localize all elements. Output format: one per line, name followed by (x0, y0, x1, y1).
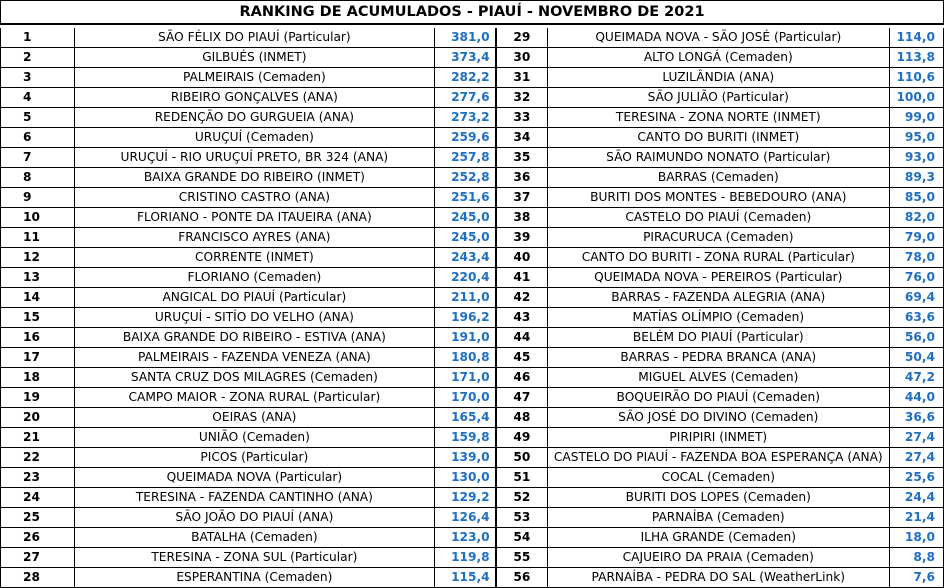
station-name-cell: BOQUEIRÃO DO PIAUÍ (Cemaden) (548, 388, 890, 408)
table-row (1, 308, 944, 328)
rank-cell: 29 (496, 28, 548, 48)
rainfall-value-cell: 170,0 (435, 388, 496, 408)
rank-cell: 23 (1, 468, 75, 488)
table-row (1, 468, 944, 488)
rank-cell: 35 (496, 148, 548, 168)
table-row (1, 408, 944, 428)
rank-cell: 4 (1, 88, 75, 108)
table-row (1, 568, 944, 588)
station-name-cell: PALMEIRAIS - FAZENDA VENEZA (ANA) (74, 348, 435, 368)
rank-cell: 1 (1, 28, 75, 48)
station-name-cell: SÃO JULIÃO (Particular) (548, 88, 890, 108)
station-name-cell: PICOS (Particular) (74, 448, 435, 468)
table-row (1, 328, 944, 348)
rainfall-value-cell: 123,0 (435, 528, 496, 548)
table-row (1, 248, 944, 268)
rank-cell: 34 (496, 128, 548, 148)
station-name-cell: SÃO FÉLIX DO PIAUÍ (Particular) (74, 28, 435, 48)
rank-cell: 26 (1, 528, 75, 548)
station-name-cell: ESPERANTINA (Cemaden) (74, 568, 435, 588)
rainfall-value-cell: 180,8 (435, 348, 496, 368)
rainfall-value-cell: 18,0 (889, 528, 943, 548)
rank-cell: 39 (496, 228, 548, 248)
rank-cell: 19 (1, 388, 75, 408)
rainfall-value-cell: 259,6 (435, 128, 496, 148)
rainfall-value-cell: 85,0 (889, 188, 943, 208)
rank-cell: 51 (496, 468, 548, 488)
rainfall-value-cell: 252,8 (435, 168, 496, 188)
station-name-cell: QUEIMADA NOVA - PEREIROS (Particular) (548, 268, 890, 288)
sheet-title: RANKING DE ACUMULADOS - PIAUÍ - NOVEMBRO DE 2021 (0, 0, 944, 25)
station-name-cell: RIBEIRO GONÇALVES (ANA) (74, 88, 435, 108)
table-row (1, 48, 944, 68)
rainfall-value-cell: 211,0 (435, 288, 496, 308)
rainfall-value-cell: 245,0 (435, 208, 496, 228)
station-name-cell: GILBUÉS (INMET) (74, 48, 435, 68)
rainfall-value-cell: 273,2 (435, 108, 496, 128)
table-row (1, 128, 944, 148)
rank-cell: 47 (496, 388, 548, 408)
station-name-cell: REDENÇÃO DO GURGUEIA (ANA) (74, 108, 435, 128)
table-row (1, 428, 944, 448)
rainfall-value-cell: 114,0 (889, 28, 943, 48)
rank-cell: 52 (496, 488, 548, 508)
station-name-cell: COCAL (Cemaden) (548, 468, 890, 488)
table-row (1, 68, 944, 88)
rank-cell: 33 (496, 108, 548, 128)
rank-cell: 9 (1, 188, 75, 208)
station-name-cell: SANTA CRUZ DOS MILAGRES (Cemaden) (74, 368, 435, 388)
rainfall-value-cell: 99,0 (889, 108, 943, 128)
station-name-cell: ANGICAL DO PIAUÍ (Particular) (74, 288, 435, 308)
rank-cell: 44 (496, 328, 548, 348)
rank-cell: 49 (496, 428, 548, 448)
rainfall-value-cell: 220,4 (435, 268, 496, 288)
rank-cell: 46 (496, 368, 548, 388)
rainfall-value-cell: 126,4 (435, 508, 496, 528)
table-row (1, 168, 944, 188)
table-row (1, 188, 944, 208)
station-name-cell: BURITI DOS LOPES (Cemaden) (548, 488, 890, 508)
rainfall-value-cell: 165,4 (435, 408, 496, 428)
station-name-cell: TERESINA - ZONA NORTE (INMET) (548, 108, 890, 128)
rank-cell: 18 (1, 368, 75, 388)
rank-cell: 43 (496, 308, 548, 328)
rank-cell: 40 (496, 248, 548, 268)
table-row (1, 288, 944, 308)
station-name-cell: BATALHA (Cemaden) (74, 528, 435, 548)
table-row (1, 508, 944, 528)
ranking-table-body (1, 28, 944, 588)
rank-cell: 24 (1, 488, 75, 508)
station-name-cell: CANTO DO BURITI (INMET) (548, 128, 890, 148)
station-name-cell: TERESINA - FAZENDA CANTINHO (ANA) (74, 488, 435, 508)
station-name-cell: CAMPO MAIOR - ZONA RURAL (Particular) (74, 388, 435, 408)
station-name-cell: ALTO LONGÁ (Cemaden) (548, 48, 890, 68)
rank-cell: 50 (496, 448, 548, 468)
station-name-cell: MATÍAS OLÍMPIO (Cemaden) (548, 308, 890, 328)
station-name-cell: MIGUEL ALVES (Cemaden) (548, 368, 890, 388)
station-name-cell: TERESINA - ZONA SUL (Particular) (74, 548, 435, 568)
station-name-cell: QUEIMADA NOVA - SÃO JOSÉ (Particular) (548, 28, 890, 48)
rainfall-value-cell: 82,0 (889, 208, 943, 228)
table-row (1, 448, 944, 468)
station-name-cell: PARNAÍBA - PEDRA DO SAL (WeatherLink) (548, 568, 890, 588)
station-name-cell: QUEIMADA NOVA (Particular) (74, 468, 435, 488)
station-name-cell: OEIRAS (ANA) (74, 408, 435, 428)
station-name-cell: CAJUEIRO DA PRAIA (Cemaden) (548, 548, 890, 568)
rank-cell: 37 (496, 188, 548, 208)
rainfall-value-cell: 245,0 (435, 228, 496, 248)
station-name-cell: CRISTINO CASTRO (ANA) (74, 188, 435, 208)
rank-cell: 41 (496, 268, 548, 288)
rainfall-value-cell: 381,0 (435, 28, 496, 48)
rank-cell: 36 (496, 168, 548, 188)
table-row (1, 548, 944, 568)
rainfall-value-cell: 63,6 (889, 308, 943, 328)
rainfall-value-cell: 21,4 (889, 508, 943, 528)
rainfall-value-cell: 44,0 (889, 388, 943, 408)
rank-cell: 15 (1, 308, 75, 328)
rainfall-value-cell: 113,8 (889, 48, 943, 68)
rainfall-value-cell: 27,4 (889, 448, 943, 468)
rainfall-value-cell: 79,0 (889, 228, 943, 248)
table-row (1, 348, 944, 368)
rank-cell: 10 (1, 208, 75, 228)
station-name-cell: FRANCISCO AYRES (ANA) (74, 228, 435, 248)
rank-cell: 2 (1, 48, 75, 68)
rainfall-value-cell: 251,6 (435, 188, 496, 208)
rainfall-value-cell: 7,6 (889, 568, 943, 588)
station-name-cell: PARNAÍBA (Cemaden) (548, 508, 890, 528)
table-row (1, 88, 944, 108)
rank-cell: 30 (496, 48, 548, 68)
rank-cell: 11 (1, 228, 75, 248)
rank-cell: 53 (496, 508, 548, 528)
rank-cell: 32 (496, 88, 548, 108)
rank-cell: 22 (1, 448, 75, 468)
rank-cell: 7 (1, 148, 75, 168)
rank-cell: 16 (1, 328, 75, 348)
rank-cell: 6 (1, 128, 75, 148)
rainfall-value-cell: 373,4 (435, 48, 496, 68)
station-name-cell: URUÇUÍ (Cemaden) (74, 128, 435, 148)
station-name-cell: BARRAS - FAZENDA ALEGRIA (ANA) (548, 288, 890, 308)
ranking-table (0, 28, 944, 588)
rainfall-value-cell: 69,4 (889, 288, 943, 308)
rainfall-value-cell: 27,4 (889, 428, 943, 448)
rank-cell: 42 (496, 288, 548, 308)
station-name-cell: PALMEIRAIS (Cemaden) (74, 68, 435, 88)
station-name-cell: FLORIANO (Cemaden) (74, 268, 435, 288)
table-row (1, 228, 944, 248)
rank-cell: 25 (1, 508, 75, 528)
rank-cell: 38 (496, 208, 548, 228)
table-row (1, 388, 944, 408)
rainfall-value-cell: 277,6 (435, 88, 496, 108)
rank-cell: 27 (1, 548, 75, 568)
table-row (1, 268, 944, 288)
station-name-cell: CORRENTE (INMET) (74, 248, 435, 268)
station-name-cell: URUÇUÍ - SITÍO DO VELHO (ANA) (74, 308, 435, 328)
rank-cell: 56 (496, 568, 548, 588)
station-name-cell: BELÉM DO PIAUÍ (Particular) (548, 328, 890, 348)
station-name-cell: UNIÃO (Cemaden) (74, 428, 435, 448)
rank-cell: 13 (1, 268, 75, 288)
rank-cell: 21 (1, 428, 75, 448)
rainfall-value-cell: 130,0 (435, 468, 496, 488)
station-name-cell: PIRIPIRI (INMET) (548, 428, 890, 448)
rainfall-value-cell: 196,2 (435, 308, 496, 328)
table-row (1, 368, 944, 388)
rainfall-value-cell: 100,0 (889, 88, 943, 108)
rank-cell: 3 (1, 68, 75, 88)
rank-cell: 45 (496, 348, 548, 368)
rank-cell: 31 (496, 68, 548, 88)
station-name-cell: SÃO JOSÉ DO DIVINO (Cemaden) (548, 408, 890, 428)
rainfall-value-cell: 110,6 (889, 68, 943, 88)
station-name-cell: URUÇUÍ - RIO URUÇUÍ PRETO, BR 324 (ANA) (74, 148, 435, 168)
rainfall-value-cell: 139,0 (435, 448, 496, 468)
rainfall-value-cell: 47,2 (889, 368, 943, 388)
rainfall-value-cell: 36,6 (889, 408, 943, 428)
table-row (1, 148, 944, 168)
rank-cell: 54 (496, 528, 548, 548)
table-row (1, 528, 944, 548)
station-name-cell: ILHA GRANDE (Cemaden) (548, 528, 890, 548)
rainfall-value-cell: 95,0 (889, 128, 943, 148)
rainfall-value-cell: 129,2 (435, 488, 496, 508)
rank-cell: 48 (496, 408, 548, 428)
rainfall-value-cell: 56,0 (889, 328, 943, 348)
rainfall-value-cell: 115,4 (435, 568, 496, 588)
table-row (1, 488, 944, 508)
rank-cell: 20 (1, 408, 75, 428)
rank-cell: 17 (1, 348, 75, 368)
station-name-cell: BURITI DOS MONTES - BEBEDOURO (ANA) (548, 188, 890, 208)
rainfall-value-cell: 282,2 (435, 68, 496, 88)
station-name-cell: SÃO JOÃO DO PIAUÍ (ANA) (74, 508, 435, 528)
station-name-cell: CANTO DO BURITI - ZONA RURAL (Particular) (548, 248, 890, 268)
station-name-cell: CASTELO DO PIAUÍ (Cemaden) (548, 208, 890, 228)
rainfall-value-cell: 257,8 (435, 148, 496, 168)
rainfall-value-cell: 78,0 (889, 248, 943, 268)
rainfall-value-cell: 159,8 (435, 428, 496, 448)
rank-cell: 28 (1, 568, 75, 588)
rainfall-value-cell: 25,6 (889, 468, 943, 488)
table-row (1, 208, 944, 228)
table-row (1, 108, 944, 128)
station-name-cell: BAIXA GRANDE DO RIBEIRO (INMET) (74, 168, 435, 188)
rainfall-value-cell: 89,3 (889, 168, 943, 188)
rainfall-value-cell: 24,4 (889, 488, 943, 508)
rainfall-value-cell: 191,0 (435, 328, 496, 348)
rainfall-value-cell: 50,4 (889, 348, 943, 368)
rank-cell: 12 (1, 248, 75, 268)
rank-cell: 14 (1, 288, 75, 308)
rank-cell: 5 (1, 108, 75, 128)
table-row (1, 28, 944, 48)
rainfall-value-cell: 93,0 (889, 148, 943, 168)
station-name-cell: BAIXA GRANDE DO RIBEIRO - ESTIVA (ANA) (74, 328, 435, 348)
station-name-cell: SÃO RAIMUNDO NONATO (Particular) (548, 148, 890, 168)
rainfall-value-cell: 76,0 (889, 268, 943, 288)
station-name-cell: FLORIANO - PONTE DA ITAUEIRA (ANA) (74, 208, 435, 228)
station-name-cell: LUZILÂNDIA (ANA) (548, 68, 890, 88)
rank-cell: 55 (496, 548, 548, 568)
station-name-cell: BARRAS (Cemaden) (548, 168, 890, 188)
station-name-cell: CASTELO DO PIAUÍ - FAZENDA BOA ESPERANÇA (ANA) (548, 448, 890, 468)
rainfall-value-cell: 171,0 (435, 368, 496, 388)
station-name-cell: BARRAS - PEDRA BRANCA (ANA) (548, 348, 890, 368)
station-name-cell: PIRACURUCA (Cemaden) (548, 228, 890, 248)
rank-cell: 8 (1, 168, 75, 188)
rainfall-value-cell: 119,8 (435, 548, 496, 568)
rainfall-value-cell: 8,8 (889, 548, 943, 568)
rainfall-value-cell: 243,4 (435, 248, 496, 268)
